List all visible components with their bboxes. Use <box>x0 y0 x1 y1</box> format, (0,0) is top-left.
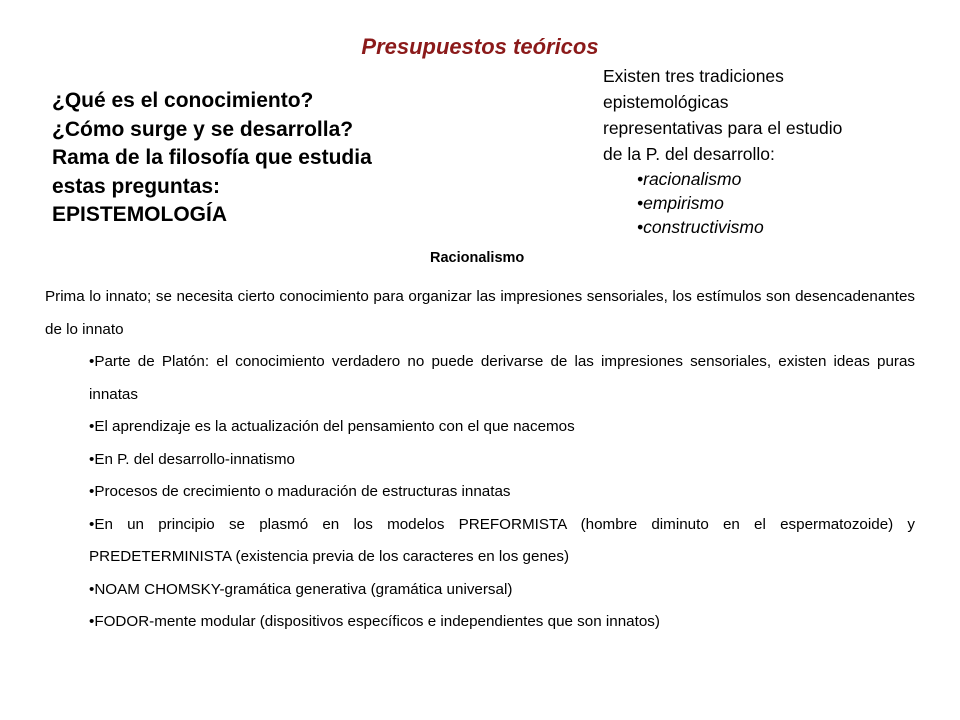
list-item: •Procesos de crecimiento o maduración de estructuras innatas <box>89 483 511 500</box>
question-line: estas preguntas: <box>52 174 221 198</box>
tradition-item: •racionalismo <box>637 169 742 189</box>
question-line: Rama de la filosofía que estudia <box>52 146 372 169</box>
tradition-item: •constructivismo <box>637 217 764 237</box>
slide-title: Presupuestos teóricos <box>361 34 599 59</box>
list-item: •El aprendizaje es la actualización del pensamiento con el que nacemos <box>89 418 575 435</box>
question-line: EPISTEMOLOGÍA <box>52 203 228 226</box>
questions-block <box>52 87 432 230</box>
traditions-block <box>603 63 843 239</box>
section-heading: Racionalismo <box>430 250 525 266</box>
tradition-item: •empirismo <box>637 193 724 213</box>
list-item: •FODOR-mente modular (dispositivos específicos e independientes que son innatos) <box>89 613 660 630</box>
list-item: •Parte de Platón: el conocimiento verdadero no puede derivarse de las impresiones sensoriales, existen ideas puras innatas <box>89 353 915 403</box>
content-body <box>45 281 915 639</box>
list-item: •NOAM CHOMSKY-gramática generativa (gramática universal) <box>89 580 513 598</box>
traditions-intro: Existen tres tradiciones epistemológicas representativas para el estudio de la P. del desarrollo: <box>603 66 843 164</box>
list-item: •En P. del desarrollo-innatismo <box>89 450 295 468</box>
traditions-list <box>603 167 843 239</box>
list-item: •En un principio se plasmó en los modelos PREFORMISTA (hombre diminuto en el espermatozoide) y PREDETERMINISTA (existencia previa de los caracteres en los genes) <box>89 515 915 565</box>
question-line: ¿Cómo surge y se desarrolla? <box>52 117 354 141</box>
points-list <box>45 346 915 639</box>
question-line: ¿Qué es el conocimiento? <box>52 89 314 112</box>
intro-paragraph: Prima lo innato; se necesita cierto conocimiento para organizar las impresiones sensoriales, los estímulos son desencadenantes de lo innato <box>45 288 915 338</box>
